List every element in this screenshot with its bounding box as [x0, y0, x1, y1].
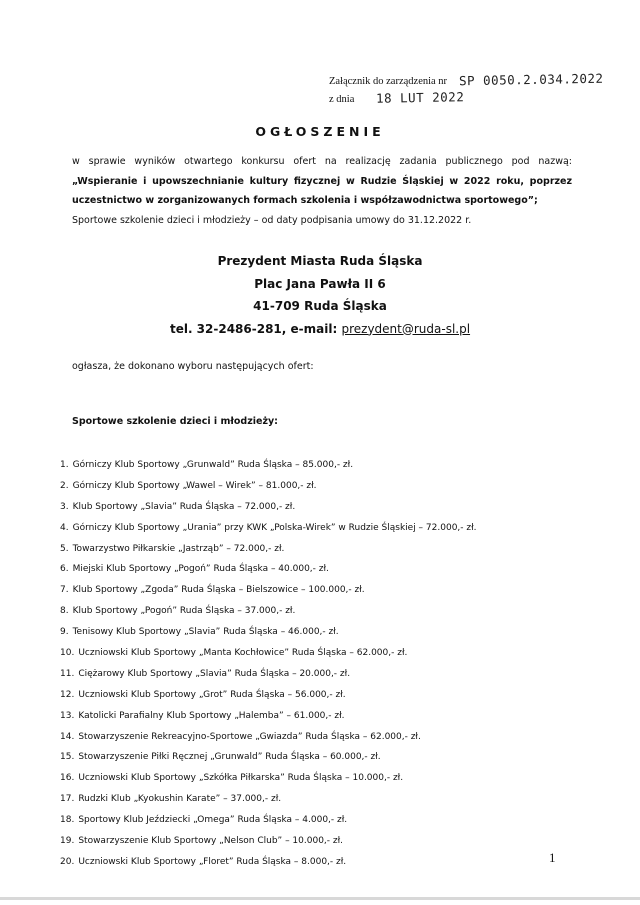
issuer-tel: tel. 32-2486-281, e-mail: — [169, 321, 338, 336]
list-item-text: Klub Sportowy „Zgoda” Ruda Śląska – Bielszowice – 100.000,- zł. — [72, 585, 365, 596]
list-item-number: 11. — [60, 668, 75, 679]
issuer-address: Plac Jana Pawła II 6 — [254, 276, 386, 291]
list-item — [60, 601, 477, 622]
list-item-number: 19. — [60, 836, 75, 847]
list-item — [60, 789, 477, 810]
intro-line-4: Sportowe szkolenie dzieci i młodzieży – od daty podpisania umowy do 31.12.2022 r. — [72, 214, 472, 226]
list-item-text: Miejski Klub Sportowy „Pogoń” Ruda Śląska – 40.000,- zł. — [72, 564, 329, 575]
attachment-line — [329, 72, 604, 90]
attachment-label: Załącznik do zarządzenia nr — [329, 76, 448, 87]
list-item-text: Górniczy Klub Sportowy „Wawel – Wirek” – 81.000,- zł. — [72, 480, 317, 491]
list-item-text: Uczniowski Klub Sportowy „Floret” Ruda Śląska – 8.000,- zł. — [78, 856, 347, 867]
date-label: z dnia — [329, 94, 355, 105]
list-item-number: 12. — [60, 689, 75, 700]
document-title: OGŁOSZENIE — [255, 124, 385, 139]
list-item-number: 8. — [60, 606, 69, 617]
issuer-email-link[interactable]: prezydent@ruda-sl.pl — [341, 321, 471, 336]
page-number: 1 — [549, 850, 556, 865]
intro-paragraph — [72, 152, 572, 230]
list-item — [60, 497, 477, 518]
list-item-text: Uczniowski Klub Sportowy „Grot” Ruda Śląska – 56.000,- zł. — [78, 689, 346, 700]
list-item-number: 3. — [60, 501, 69, 512]
issuer-name: Prezydent Miasta Ruda Śląska — [217, 254, 423, 268]
list-item-number: 15. — [60, 752, 75, 763]
announcement-text: ogłasza, że dokonano wyboru następujących ofert: — [72, 361, 314, 372]
list-item-text: Uczniowski Klub Sportowy „Manta Kochłowice” Ruda Śląska – 62.000,- zł. — [78, 648, 408, 659]
list-item-number: 9. — [60, 627, 69, 638]
list-item-text: Stowarzyszenie Piłki Ręcznej „Grunwald” Ruda Śląska – 60.000,- zł. — [78, 752, 381, 763]
intro-line-1: w sprawie wyników otwartego konkursu ofert na realizację zadania publicznego pod nazwą: — [72, 156, 572, 167]
list-item-text: Katolicki Parafialny Klub Sportowy „Halemba” – 61.000,- zł. — [78, 710, 345, 721]
list-item-text: Górniczy Klub Sportowy „Grunwald” Ruda Śląska – 85.000,- zł. — [72, 460, 354, 470]
list-item — [60, 476, 477, 497]
list-item-number: 2. — [60, 480, 69, 491]
list-item — [60, 643, 477, 664]
scan-bottom-edge — [0, 897, 640, 900]
list-item — [60, 518, 477, 539]
list-item — [60, 580, 477, 601]
list-item-text: Uczniowski Klub Sportowy „Szkółka Piłkarska” Ruda Śląska – 10.000,- zł. — [78, 773, 404, 784]
list-item-number: 5. — [60, 543, 69, 554]
list-item-text: Ciężarowy Klub Sportowy „Slavia” Ruda Śląska – 20.000,- zł. — [78, 668, 351, 679]
list-item — [60, 768, 477, 789]
issuer-block — [0, 250, 640, 340]
list-item-number: 16. — [60, 773, 75, 784]
list-item — [60, 831, 477, 852]
list-item — [60, 810, 477, 831]
list-item-text: Stowarzyszenie Rekreacyjno-Sportowe „Gwiazda” Ruda Śląska – 62.000,- zł. — [78, 731, 421, 742]
list-item — [60, 559, 477, 580]
intro-line-2: „Wspieranie i upowszechnianie kultury fizycznej w Rudzie Śląskiej w 2022 roku, poprzez — [72, 175, 572, 187]
list-item — [60, 622, 477, 643]
issuer-postal: 41-709 Ruda Śląska — [253, 299, 387, 313]
attachment-number-handwritten: SP 0050.2.034.2022 — [458, 70, 604, 89]
attachment-header — [329, 72, 604, 108]
list-item — [60, 727, 477, 748]
list-item-number: 10. — [60, 648, 75, 659]
list-item-number: 7. — [60, 585, 69, 596]
list-item — [60, 664, 477, 685]
list-item-number: 20. — [60, 856, 75, 867]
list-item-number: 13. — [60, 710, 75, 721]
list-item-number: 1. — [60, 460, 69, 470]
list-item-number: 17. — [60, 794, 75, 805]
list-item-text: Rudzki Klub „Kyokushin Karate” – 37.000,- zł. — [78, 794, 282, 805]
list-item — [60, 747, 477, 768]
issuer-contact — [0, 318, 640, 341]
list-item — [60, 455, 477, 476]
section-title: Sportowe szkolenie dzieci i młodzieży: — [72, 416, 278, 427]
list-item — [60, 685, 477, 706]
list-item-number: 18. — [60, 815, 75, 826]
list-item-text: Sportowy Klub Jeździecki „Omega” Ruda Śląska – 4.000,- zł. — [78, 815, 348, 826]
list-item — [60, 706, 477, 727]
offers-list — [60, 455, 477, 873]
list-item-number: 6. — [60, 564, 69, 575]
date-line — [329, 90, 604, 108]
list-item-text: Górniczy Klub Sportowy „Urania” przy KWK „Polska-Wirek” w Rudzie Śląskiej – 72.000,- zł. — [72, 522, 477, 533]
list-item-number: 14. — [60, 731, 75, 742]
list-item-text: Klub Sportowy „Slavia” Ruda Śląska – 72.000,- zł. — [72, 501, 296, 512]
list-item-text: Towarzystwo Piłkarskie „Jastrząb” – 72.000,- zł. — [72, 543, 285, 554]
intro-line-3: uczestnictwo w zorganizowanych formach szkolenia i współzawodnictwa sportowego”; — [72, 195, 538, 206]
list-item — [60, 539, 477, 560]
list-item-text: Stowarzyszenie Klub Sportowy „Nelson Club” – 10.000,- zł. — [78, 836, 344, 847]
date-stamp: 18 LUT 2022 — [376, 89, 465, 106]
list-item — [60, 852, 477, 873]
list-item-text: Tenisowy Klub Sportowy „Slavia” Ruda Śląska – 46.000,- zł. — [72, 627, 339, 638]
list-item-number: 4. — [60, 522, 69, 533]
list-item-text: Klub Sportowy „Pogoń” Ruda Śląska – 37.000,- zł. — [72, 606, 296, 617]
